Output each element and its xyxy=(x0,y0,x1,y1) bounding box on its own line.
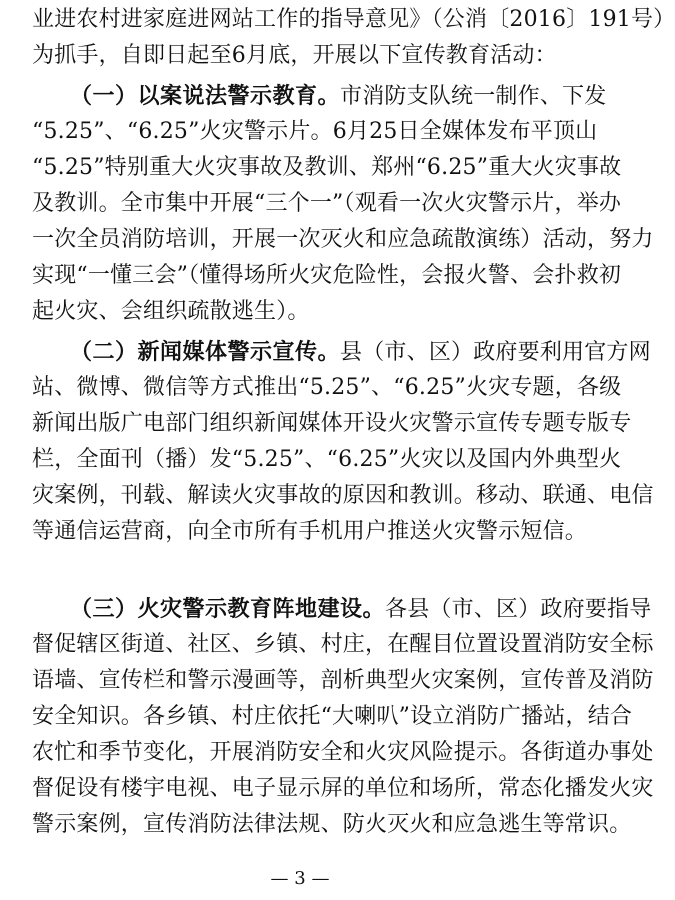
section-2-first-line-text: 县（市、区）政府要利用官方网 xyxy=(340,340,651,365)
section-2-heading: （二）新闻媒体警示宣传。 xyxy=(70,340,341,365)
section-2-line: 新闻出版广电部门组织新闻媒体开设火灾警示宣传专题专版专 xyxy=(32,411,632,436)
section-2-first-line xyxy=(70,333,651,373)
section-1-line: 一次全员消防培训，开展一次灭火和应急疏散演练）活动，努力 xyxy=(32,227,654,252)
section-2-line: 站、微博、微信等方式推出“5.25”、“6.25”火灾专题，各级 xyxy=(32,375,622,400)
section-3-heading: （三）火灾警示教育阵地建设。 xyxy=(70,597,386,622)
section-1-first-line xyxy=(70,77,607,117)
intro-line-2: 为抓手，自即日起至6月底，开展以下宣传教育活动： xyxy=(32,43,557,68)
section-3-first-line xyxy=(70,590,652,630)
section-1-line: 实现“一懂三会”（懂得场所火灾危险性，会报火警、会扑救初 xyxy=(32,263,622,288)
section-2-line: 栏，全面刊（播）发“5.25”、“6.25”火灾以及国内外典型火 xyxy=(32,447,622,472)
section-2-line: 等通信运营商，向全市所有手机用户推送火灾警示短信。 xyxy=(32,519,588,544)
section-3-line: 安全知识。各乡镇、村庄依托“大喇叭”设立消防广播站，结合 xyxy=(32,704,633,729)
section-1-line: “5.25”特别重大火灾事故及教训、郑州“6.25”重大火灾事故 xyxy=(32,155,622,180)
section-3-line: 农忙和季节变化，开展消防安全和火灾风险提示。各街道办事处 xyxy=(32,740,654,765)
section-3-line: 语墙、宣传栏和警示漫画等，剖析典型火灾案例，宣传普及消防 xyxy=(32,668,654,693)
section-3-line: 督促设有楼宇电视、电子显示屏的单位和场所，常态化播发火灾 xyxy=(32,776,654,801)
section-1-heading: （一）以案说法警示教育。 xyxy=(70,84,341,109)
section-1-line: “5.25”、“6.25”火灾警示片。6月25日全媒体发布平顶山 xyxy=(32,119,598,144)
page-number: — 3 — xyxy=(270,868,330,889)
section-1-first-line-text: 市消防支队统一制作、下发 xyxy=(340,84,607,109)
intro-line-1: 业进农村进家庭进网站工作的指导意见》（公消〔2016〕191号） xyxy=(32,7,675,32)
section-3-line: 警示案例，宣传消防法律法规、防火灭火和应急逃生等常识。 xyxy=(32,812,632,837)
section-3-first-line-text: 各县（市、区）政府要指导 xyxy=(385,597,652,622)
section-1-line: 及教训。全市集中开展“三个一”（观看一次火灾警示片，举办 xyxy=(32,191,622,216)
section-3-line: 督促辖区街道、社区、乡镇、村庄，在醒目位置设置消防安全标 xyxy=(32,632,654,657)
section-2-line: 灾案例，刊载、解读火灾事故的原因和教训。移动、联通、电信 xyxy=(32,483,654,508)
section-1-line: 起火灾、会组织疏散逃生）。 xyxy=(32,299,310,324)
